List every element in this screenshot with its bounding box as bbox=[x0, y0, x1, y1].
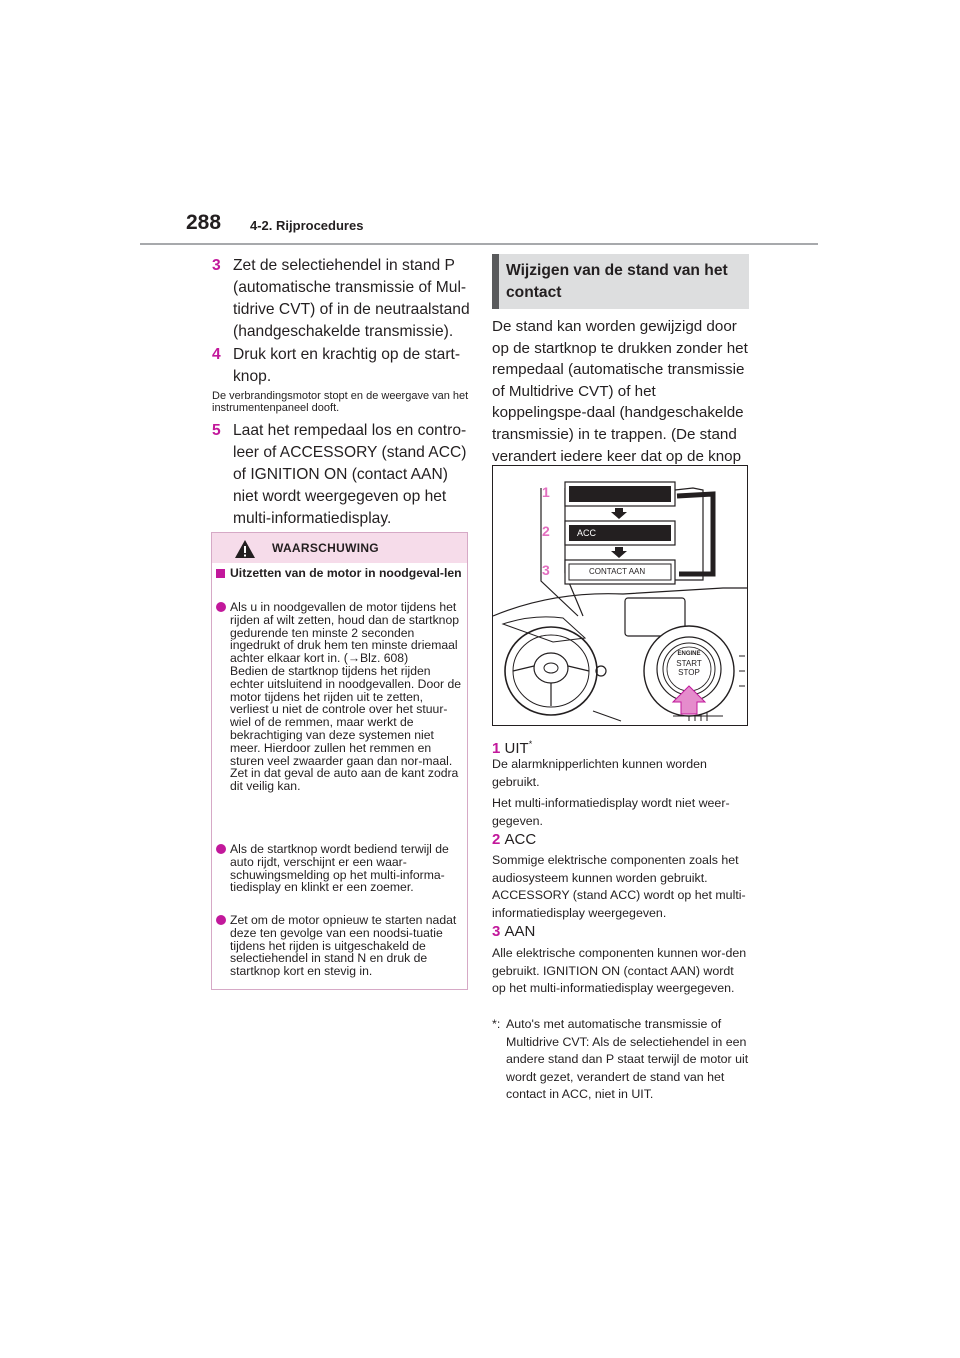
section-title: 4-2. Rijprocedures bbox=[250, 218, 364, 233]
button-label-start: START bbox=[676, 659, 702, 668]
section-heading: Wijzigen van de stand van het contact bbox=[506, 262, 728, 301]
step-text: Zet de selectiehendel in stand P (automatische transmissie of Mul-tidrive CVT) of in de neutraalstand (handgeschakelde transmissie). bbox=[233, 257, 470, 340]
ignition-illustration bbox=[492, 465, 748, 726]
heading-accent-bar bbox=[492, 254, 499, 309]
step-number: 5 bbox=[212, 422, 221, 439]
warning-header bbox=[212, 533, 467, 563]
warning-subheading: Uitzetten van de motor in noodgeval-len bbox=[216, 567, 464, 580]
position-item-2 bbox=[492, 830, 536, 850]
display-acc-label: ACC bbox=[577, 528, 597, 538]
warning-bullet: Als u in noodgevallen de motor tijdens het rijden af wilt zetten, houd dan de startknop gedurende ten minste 2 seconden ingedrukt of druk hem ten minste driemaal achter elkaar kort in. (→Blz. 608) Bedien de startknop tijdens het rijden echter uitsluitend in noodgevallen. Door de motor tijdens het rijden uit te zetten, verliest u niet de controle over het stuur-wiel of de remmen, maar werkt de bekrachtiging van deze systemen niet meer. Hierdoor zullen het remmen en sturen veel zwaarder gaan dan nor-maal. Zet in dat geval de auto aan de kant zodra dit veilig kan. bbox=[216, 601, 464, 793]
item-number: 3 bbox=[492, 923, 501, 940]
warning-bullet: Als de startknop wordt bediend terwijl de auto rijdt, verschijnt er een waar-schuwingsmelding op het multi-informa-tiedisplay en klinkt er een zoemer. bbox=[216, 843, 464, 894]
warning-triangle-icon bbox=[234, 539, 256, 559]
item-1-description-2: Het multi-informatiedisplay wordt niet weer-gegeven. bbox=[492, 796, 730, 828]
display-off-label bbox=[573, 486, 669, 502]
step-4 bbox=[212, 344, 474, 388]
item-label: UIT bbox=[504, 740, 529, 757]
item-1-description: De alarmknipperlichten kunnen worden gebruikt. bbox=[492, 757, 707, 789]
square-bullet-icon bbox=[216, 569, 225, 578]
step-text: Laat het rempedaal los en contro-leer of ACCESSORY (stand ACC) of IGNITION ON (contact AAN) niet wordt weergegeven op het multi-informatiedisplay. bbox=[233, 422, 467, 527]
item-number: 2 bbox=[492, 831, 501, 848]
item-3-description: Alle elektrische componenten kunnen wor-den gebruikt. IGNITION ON (contact AAN) wordt op het multi-informatiedisplay weergegeven. bbox=[492, 946, 747, 996]
section-heading-box bbox=[492, 254, 749, 309]
item-label: AAN bbox=[504, 923, 536, 940]
display-on-label: CONTACT AAN bbox=[589, 567, 646, 576]
callout-3: 3 bbox=[542, 562, 550, 578]
bullet-dot-icon bbox=[216, 602, 226, 612]
callout-1: 1 bbox=[542, 484, 550, 500]
page-number: 288 bbox=[186, 211, 222, 234]
intro-paragraph: De stand kan worden gewijzigd door op de startknop te drukken zonder het rempedaal (automatische transmissie of Multidrive CVT) of het koppelingspe-daal (handgeschakelde transmissie) in te trappen. (De stand verandert iedere keer dat op de knop bbox=[492, 318, 748, 465]
warning-box bbox=[211, 532, 468, 990]
footnote bbox=[492, 1016, 750, 1104]
step-3 bbox=[212, 255, 474, 343]
warning-bullet: Zet om de motor opnieuw te starten nadat deze ten gevolge van een noodsi-tuatie tijdens het rijden is uitgeschakeld de selectiehendel in stand N en druk de startknop kort en stevig in. bbox=[216, 914, 464, 978]
button-label-engine: ENGINE bbox=[677, 651, 701, 657]
step-text: Druk kort en krachtig op de start-knop. bbox=[233, 346, 461, 385]
button-label-stop: STOP bbox=[678, 668, 700, 677]
step-number: 4 bbox=[212, 346, 221, 363]
item-2-description: Sommige elektrische componenten zoals het audiosysteem kunnen worden gebruikt. ACCESSORY (stand ACC) wordt op het multi-informatiedisplay weergegeven. bbox=[492, 853, 746, 920]
position-item-3 bbox=[492, 922, 535, 942]
item-label: ACC bbox=[504, 831, 537, 848]
footnote-marker: * bbox=[528, 739, 533, 749]
step-note: De verbrandingsmotor stopt en de weergave van het instrumentenpaneel dooft. bbox=[212, 390, 469, 414]
footnote-text: Auto's met automatische transmissie of Multidrive CVT: Als de selectiehendel in een andere stand dan P staat terwijl de motor uit wordt gezet, verandert de stand van het contact in ACC, niet in UIT. bbox=[506, 1017, 749, 1102]
footnote-mark: *: bbox=[492, 1017, 501, 1031]
item-number: 1 bbox=[492, 740, 501, 757]
header-divider bbox=[140, 243, 818, 245]
dashboard-drawing bbox=[493, 466, 748, 726]
bullet-dot-icon bbox=[216, 915, 226, 925]
callout-2: 2 bbox=[542, 523, 550, 539]
bullet-dot-icon bbox=[216, 844, 226, 854]
step-5 bbox=[212, 420, 474, 530]
step-number: 3 bbox=[212, 257, 221, 274]
warning-title: WAARSCHUWING bbox=[272, 541, 379, 555]
